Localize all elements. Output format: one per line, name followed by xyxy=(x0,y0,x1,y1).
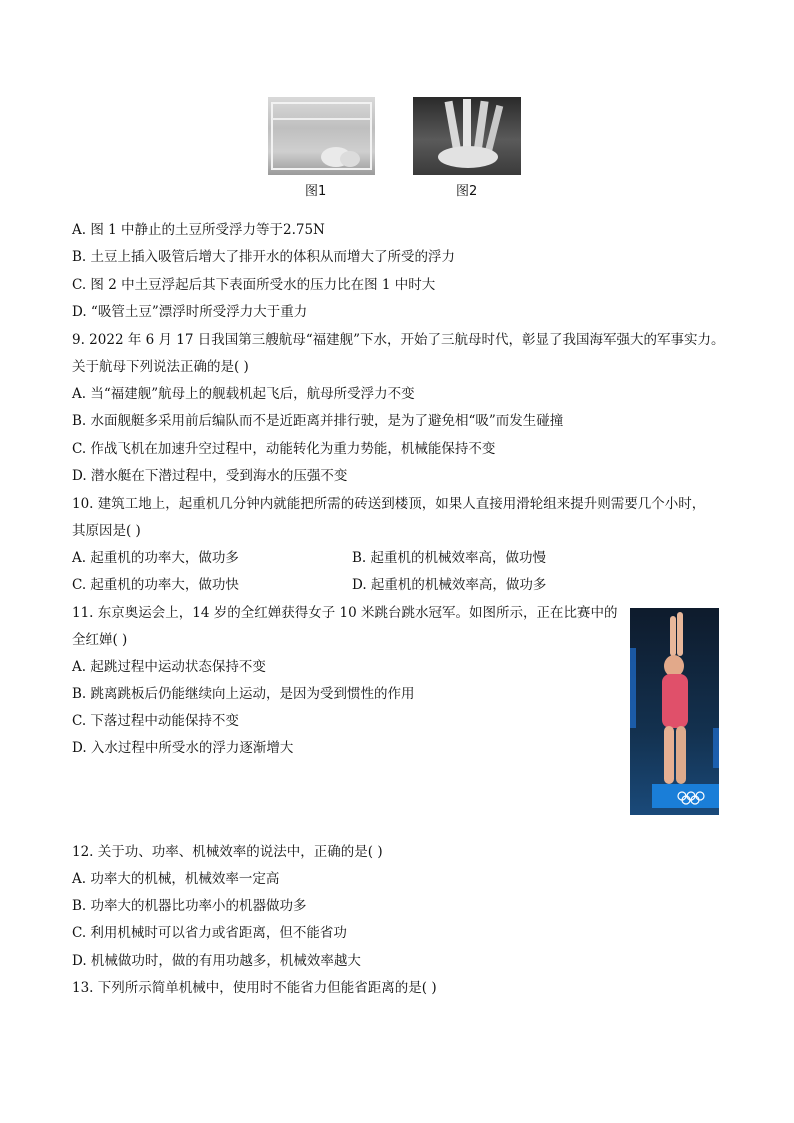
q8-option-a: A. 图 1 中静止的土豆所受浮力等于2.75N xyxy=(72,222,325,238)
figure-2-photo xyxy=(413,97,521,175)
q12-option-a: A. 功率大的机械，机械效率一定高 xyxy=(72,871,280,887)
q9-option-c: C. 作战飞机在加速升空过程中，动能转化为重力势能，机械能保持不变 xyxy=(72,441,496,457)
figure-2-caption: 图2 xyxy=(456,184,478,199)
q10-option-d: D. 起重机的机械效率高，做功多 xyxy=(352,577,547,593)
q9-option-b: B. 水面舰艇多采用前后编队而不是近距离并排行驶，是为了避免相“吸”而发生碰撞 xyxy=(72,413,564,429)
q12-option-b: B. 功率大的机器比功率小的机器做功多 xyxy=(72,898,307,914)
q11-option-d: D. 入水过程中所受水的浮力逐渐增大 xyxy=(72,740,294,756)
q9-option-a: A. 当“福建舰”航母上的舰载机起飞后，航母所受浮力不变 xyxy=(72,386,415,402)
straw-potato-illustration xyxy=(413,97,521,175)
figure-1-caption: 图1 xyxy=(305,184,327,199)
q10-stem-line1: 10. 建筑工地上，起重机几分钟内就能把所需的砖送到楼顶，如果人直接用滑轮组来提升则需要几个小时， xyxy=(72,496,706,512)
q11-option-a: A. 起跳过程中运动状态保持不变 xyxy=(72,659,266,675)
q9-stem-line2: 关于航母下列说法正确的是( ) xyxy=(72,359,249,375)
diver-illustration xyxy=(630,608,719,815)
q13-stem: 13. 下列所示简单机械中，使用时不能省力但能省距离的是( ) xyxy=(72,980,437,996)
q10-option-a: A. 起重机的功率大，做功多 xyxy=(72,550,239,566)
q9-option-d: D. 潜水艇在下潜过程中，受到海水的压强不变 xyxy=(72,468,348,484)
diver-photo xyxy=(630,608,719,815)
q12-stem: 12. 关于功、功率、机械效率的说法中，正确的是( ) xyxy=(72,844,383,860)
q12-option-c: C. 利用机械时可以省力或省距离，但不能省功 xyxy=(72,925,347,941)
potato-tank-illustration xyxy=(268,97,375,175)
figure-1-photo xyxy=(268,97,375,175)
q11-option-b: B. 跳离跳板后仍能继续向上运动，是因为受到惯性的作用 xyxy=(72,686,415,702)
q11-stem-line2: 全红婵( ) xyxy=(72,632,128,648)
q9-stem-line1: 9. 2022 年 6 月 17 日我国第三艘航母“福建舰”下水，开始了三航母时代，彰显了我国海军强大的军事实力。 xyxy=(72,332,725,348)
q10-stem-line2: 其原因是( ) xyxy=(72,523,141,539)
q12-option-d: D. 机械做功时，做的有用功越多，机械效率越大 xyxy=(72,953,361,969)
q11-option-c: C. 下落过程中动能保持不变 xyxy=(72,713,239,729)
q8-option-d: D. “吸管土豆”漂浮时所受浮力大于重力 xyxy=(72,304,308,320)
q10-option-b: B. 起重机的机械效率高，做功慢 xyxy=(352,550,547,566)
q11-stem-line1: 11. 东京奥运会上，14 岁的全红婵获得女子 10 米跳台跳水冠军。如图所示，正在比赛中的 xyxy=(72,605,618,621)
q8-option-b: B. 土豆上插入吸管后增大了排开水的体积从而增大了所受的浮力 xyxy=(72,249,456,265)
q8-option-c: C. 图 2 中土豆浮起后其下表面所受水的压力比在图 1 中时大 xyxy=(72,277,436,293)
q10-option-c: C. 起重机的功率大，做功快 xyxy=(72,577,239,593)
